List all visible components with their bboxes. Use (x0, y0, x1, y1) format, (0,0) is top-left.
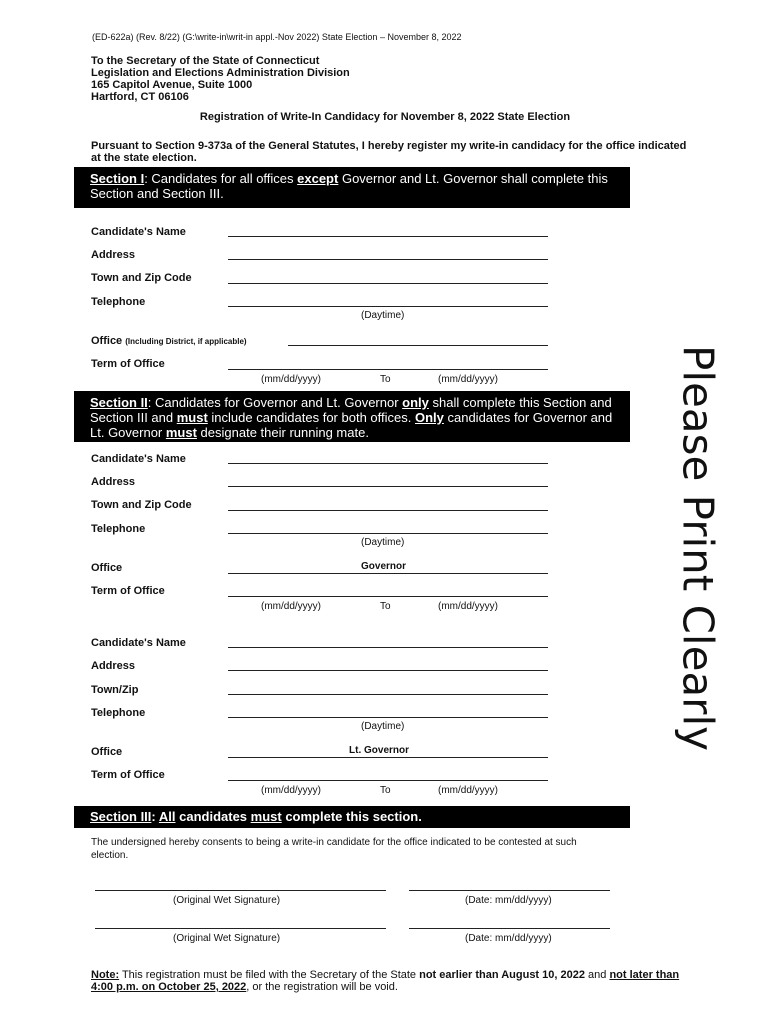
section-2-banner (74, 391, 630, 442)
banner-emphasis: must (176, 410, 208, 425)
ltgov-address-field[interactable] (228, 670, 548, 671)
banner-text: designate their running mate. (196, 425, 369, 440)
pursuant-statement: Pursuant to Section 9-373a of the General Statutes, I hereby register my write-in candidacy for the office indicated at the state election. (91, 140, 687, 164)
banner-emphasis: except (297, 171, 339, 186)
to-caption: To (380, 601, 391, 612)
signature-caption: (Original Wet Signature) (173, 933, 281, 944)
banner-emphasis: must (165, 425, 197, 440)
to-caption: To (380, 785, 391, 796)
banner-text: complete this section. (281, 809, 422, 824)
address-line: To the Secretary of the State of Connecticut (91, 55, 320, 67)
consent-text: The undersigned hereby consents to being a write-in candidate for the office indicated to be contested at such election. (91, 837, 577, 861)
recipient-address (91, 55, 350, 103)
town-zip-label: Town and Zip Code (91, 499, 192, 511)
s1-term-field[interactable] (228, 369, 548, 370)
office-note: (Including District, if applicable) (125, 337, 247, 346)
note-label: Note: (91, 969, 120, 981)
candidate-name-label: Candidate's Name (91, 226, 186, 238)
banner-text: candidates (175, 809, 251, 824)
ltgov-office-field[interactable] (228, 757, 548, 758)
s1-telephone-field[interactable] (228, 306, 548, 307)
signature-caption: (Original Wet Signature) (173, 895, 281, 906)
address-label: Address (91, 476, 136, 488)
gov-office-field[interactable] (228, 573, 548, 574)
to-caption: To (380, 374, 391, 385)
ltgov-telephone-field[interactable] (228, 717, 548, 718)
gov-telephone-field[interactable] (228, 533, 548, 534)
banner-emphasis: All (158, 809, 176, 824)
filing-note (91, 969, 691, 993)
note-text: and (584, 969, 610, 981)
date-from-caption: (mm/dd/yyyy) (261, 374, 321, 385)
note-date-latest: not later than 4:00 p.m. on October 25, 2022 (91, 969, 680, 993)
banner-text: shall complete this Section and Section III and (90, 395, 612, 425)
office-label-text: Office (91, 335, 123, 347)
date-line-1[interactable] (409, 890, 610, 891)
address-label: Address (91, 249, 136, 261)
s1-town-zip-field[interactable] (228, 283, 548, 284)
section-3-heading: Section III (90, 809, 152, 824)
signature-line-2[interactable] (95, 928, 386, 929)
address-line: 165 Capitol Avenue, Suite 1000 (91, 79, 253, 91)
date-to-caption: (mm/dd/yyyy) (438, 785, 498, 796)
address-line: Hartford, CT 06106 (91, 91, 189, 103)
banner-emphasis: Only (414, 410, 444, 425)
section-1-banner (74, 167, 630, 208)
gov-town-zip-field[interactable] (228, 510, 548, 511)
date-to-caption: (mm/dd/yyyy) (438, 374, 498, 385)
note-text: This registration must be filed with the Secretary of the State (119, 969, 420, 981)
banner-emphasis: must (250, 809, 282, 824)
office-label: Office (91, 562, 123, 574)
term-label: Term of Office (91, 585, 165, 597)
banner-text: : (151, 809, 159, 824)
banner-text: : Candidates for Governor and Lt. Governor (147, 395, 403, 410)
term-label: Term of Office (91, 769, 165, 781)
s1-candidate-name-field[interactable] (228, 236, 548, 237)
date-to-caption: (mm/dd/yyyy) (438, 601, 498, 612)
side-note (668, 345, 728, 751)
banner-text: candidates for Governor and Lt. Governor (90, 410, 613, 440)
address-line: Legislation and Elections Administration Division (91, 67, 350, 79)
banner-text: Governor and Lt. Governor shall complete this Section and Section III. (90, 171, 608, 201)
gov-address-field[interactable] (228, 486, 548, 487)
date-from-caption: (mm/dd/yyyy) (261, 785, 321, 796)
banner-text: include candidates for both offices. (207, 410, 415, 425)
daytime-caption: (Daytime) (361, 721, 405, 732)
form-title: Registration of Write-In Candidacy for November 8, 2022 State Election (199, 111, 571, 123)
s1-office-field[interactable] (288, 345, 548, 346)
daytime-caption: (Daytime) (361, 310, 405, 321)
telephone-label: Telephone (91, 296, 146, 308)
ltgov-candidate-name-field[interactable] (228, 647, 548, 648)
candidate-name-label: Candidate's Name (91, 637, 186, 649)
office-value-governor: Governor (361, 561, 407, 572)
side-note-text: Please Print Clearly (673, 345, 723, 751)
date-caption: (Date: mm/dd/yyyy) (465, 895, 552, 906)
date-from-caption: (mm/dd/yyyy) (261, 601, 321, 612)
s1-address-field[interactable] (228, 259, 548, 260)
ltgov-town-zip-field[interactable] (228, 694, 548, 695)
note-text: , or the registration will be void. (246, 981, 398, 993)
section-2-heading: Section II (90, 395, 148, 410)
banner-emphasis: only (402, 395, 429, 410)
office-label (91, 335, 247, 347)
office-value-lt-governor: Lt. Governor (349, 745, 410, 756)
section-3-banner (74, 806, 630, 828)
signature-line-1[interactable] (95, 890, 386, 891)
note-date-earliest: not earlier than August 10, 2022 (419, 969, 585, 981)
form-code-header: (ED-622a) (Rev. 8/22) (G:\write-in\writ-in appl.-Nov 2022) State Election – November 8, 2022 (92, 32, 462, 42)
banner-text: : Candidates for all offices (144, 171, 298, 186)
date-caption: (Date: mm/dd/yyyy) (465, 933, 552, 944)
candidate-name-label: Candidate's Name (91, 453, 186, 465)
telephone-label: Telephone (91, 523, 146, 535)
daytime-caption: (Daytime) (361, 537, 405, 548)
ltgov-term-field[interactable] (228, 780, 548, 781)
gov-term-field[interactable] (228, 596, 548, 597)
office-label: Office (91, 746, 123, 758)
term-label: Term of Office (91, 358, 165, 370)
town-zip-label: Town and Zip Code (91, 272, 192, 284)
town-zip-label: Town/Zip (91, 684, 139, 696)
telephone-label: Telephone (91, 707, 146, 719)
address-label: Address (91, 660, 136, 672)
date-line-2[interactable] (409, 928, 610, 929)
section-1-heading: Section I (90, 171, 145, 186)
gov-candidate-name-field[interactable] (228, 463, 548, 464)
